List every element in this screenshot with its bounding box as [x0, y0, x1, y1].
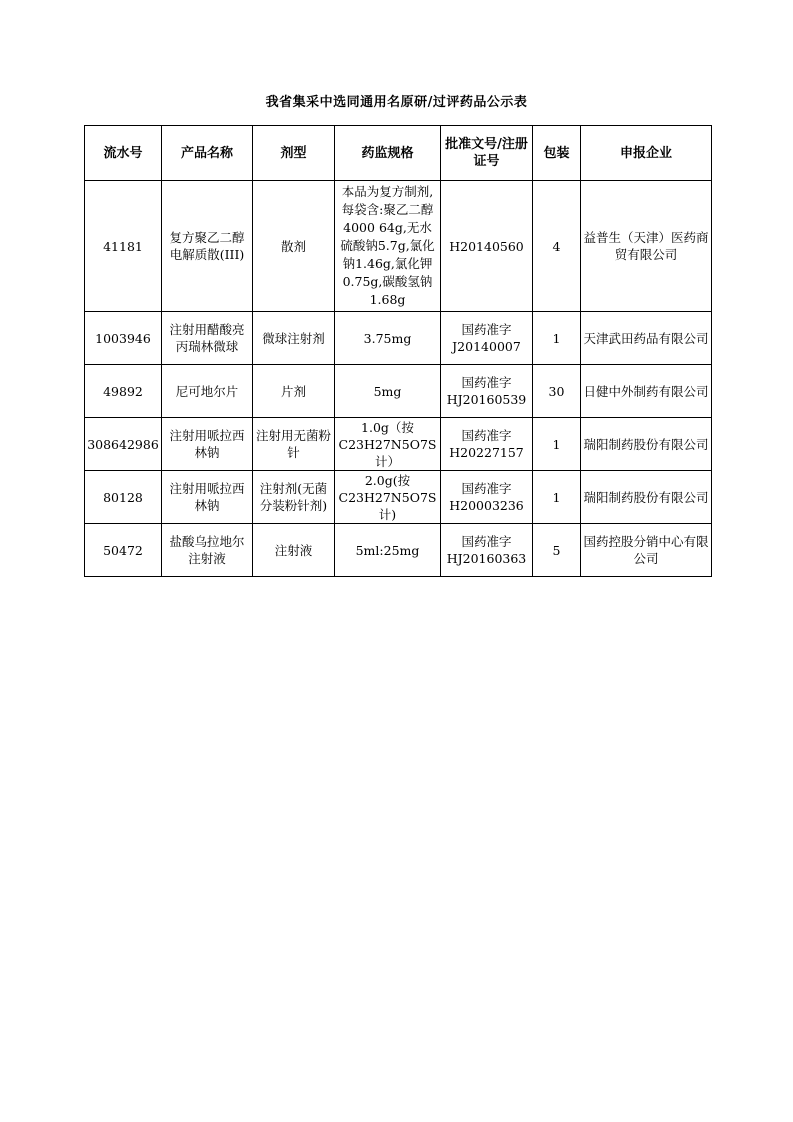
- header-approval-number: 批准文号/注册证号: [441, 126, 533, 181]
- company-cell: 瑞阳制药股份有限公司: [581, 471, 712, 524]
- form-cell: 微球注射剂: [253, 312, 335, 365]
- spec-cell: 3.75mg: [335, 312, 441, 365]
- serial-cell: 49892: [85, 365, 162, 418]
- serial-cell: 41181: [85, 181, 162, 312]
- product-cell: 尼可地尔片: [162, 365, 253, 418]
- page-title: 我省集采中选同通用名原研/过评药品公示表: [265, 95, 528, 110]
- table-row: [85, 418, 712, 471]
- approval-cell: H20140560: [441, 181, 533, 312]
- company-cell: 日健中外制药有限公司: [581, 365, 712, 418]
- pack-cell: 4: [533, 181, 581, 312]
- header-company: 申报企业: [581, 126, 712, 181]
- header-product-name: 产品名称: [162, 126, 253, 181]
- form-cell: 注射液: [253, 524, 335, 577]
- serial-cell: 308642986: [85, 418, 162, 471]
- header-row: [85, 126, 712, 181]
- spec-cell: 1.0g（按C23H27N5O7S计）: [335, 418, 441, 471]
- product-cell: 注射用哌拉西林钠: [162, 418, 253, 471]
- approval-cell: 国药准字J20140007: [441, 312, 533, 365]
- pack-cell: 5: [533, 524, 581, 577]
- serial-cell: 50472: [85, 524, 162, 577]
- product-cell: 盐酸乌拉地尔注射液: [162, 524, 253, 577]
- approval-cell: 国药准字H20003236: [441, 471, 533, 524]
- header-specification: 药监规格: [335, 126, 441, 181]
- product-cell: 注射用醋酸亮丙瑞林微球: [162, 312, 253, 365]
- header-serial: 流水号: [85, 126, 162, 181]
- header-dosage-form: 剂型: [253, 126, 335, 181]
- form-cell: 注射剂(无菌分装粉针剂): [253, 471, 335, 524]
- table-row: [85, 181, 712, 312]
- table-row: [85, 471, 712, 524]
- pack-cell: 30: [533, 365, 581, 418]
- pack-cell: 1: [533, 471, 581, 524]
- company-cell: 瑞阳制药股份有限公司: [581, 418, 712, 471]
- approval-cell: 国药准字HJ20160363: [441, 524, 533, 577]
- form-cell: 片剂: [253, 365, 335, 418]
- serial-cell: 80128: [85, 471, 162, 524]
- form-cell: 散剂: [253, 181, 335, 312]
- spec-cell: [335, 181, 441, 312]
- product-cell: 注射用哌拉西林钠: [162, 471, 253, 524]
- table-row: [85, 524, 712, 577]
- form-cell: 注射用无菌粉针: [253, 418, 335, 471]
- serial-cell: 1003946: [85, 312, 162, 365]
- header-package: 包装: [533, 126, 581, 181]
- approval-cell: 国药准字HJ20160539: [441, 365, 533, 418]
- spec-text: 本品为复方制剂,每袋含:聚乙二醇4000 64g,无水硫酸钠5.7g,氯化钠1.46g,氯化钾0.75g,碳酸氢钠1.68g: [340, 184, 435, 307]
- drug-table: [84, 125, 712, 577]
- spec-cell: 5mg: [335, 365, 441, 418]
- pack-cell: 1: [533, 418, 581, 471]
- spec-cell: 5ml:25mg: [335, 524, 441, 577]
- product-cell: 复方聚乙二醇电解质散(III): [162, 181, 253, 312]
- company-cell: 天津武田药品有限公司: [581, 312, 712, 365]
- spec-cell: 2.0g(按C23H27N5O7S计): [335, 471, 441, 524]
- company-cell: 国药控股分销中心有限公司: [581, 524, 712, 577]
- table-row: [85, 312, 712, 365]
- company-cell: 益普生（天津）医药商贸有限公司: [581, 181, 712, 312]
- table-row: [85, 365, 712, 418]
- approval-cell: 国药准字H20227157: [441, 418, 533, 471]
- pack-cell: 1: [533, 312, 581, 365]
